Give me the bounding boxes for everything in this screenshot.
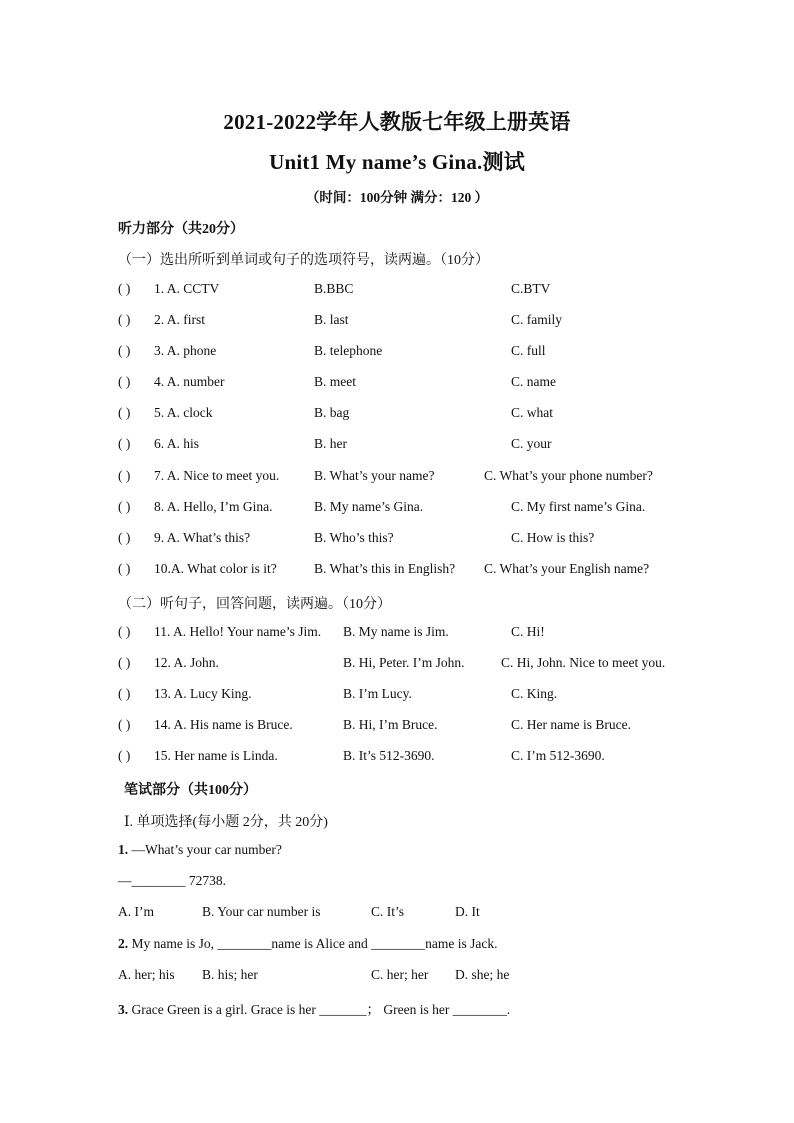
unit-title: Unit1 My name’s Gina.测试	[269, 150, 525, 174]
question-row	[118, 468, 698, 488]
option-b: B. her	[314, 436, 347, 451]
choice-b: B. Your car number is	[202, 904, 321, 919]
option-c: C. My first name’s Gina.	[511, 499, 646, 514]
option-b: B. bag	[314, 405, 350, 420]
answer-bracket: ( )	[118, 374, 131, 389]
option-a: 13. A. Lucy King.	[154, 686, 252, 701]
answer-bracket: ( )	[118, 748, 131, 763]
option-b: B. What’s your name?	[314, 468, 435, 483]
listening-part2-heading: （二）听句子，回答问题，读两遍。（10分）	[118, 597, 391, 612]
question-row	[118, 748, 698, 768]
option-a: 11. A. Hello! Your name’s Jim.	[154, 624, 322, 639]
question-number: 3.	[118, 1002, 129, 1017]
question-row	[118, 686, 698, 706]
option-b: B.BBC	[314, 281, 354, 296]
answer-bracket: ( )	[118, 405, 131, 420]
question-row	[118, 312, 698, 332]
option-b: B. last	[314, 312, 349, 327]
section1-heading: Ⅰ. 单项选择(每小题 2分，共 20分)	[124, 815, 328, 830]
answer-bracket: ( )	[118, 561, 131, 576]
answer-bracket: ( )	[118, 499, 131, 514]
choice-c: C. It’s	[371, 904, 405, 919]
question-row	[118, 561, 698, 581]
option-b: B. Who’s this?	[314, 530, 394, 545]
answer-bracket: ( )	[118, 655, 131, 670]
question-3	[118, 998, 510, 1018]
option-a: 8. A. Hello, I’m Gina.	[154, 499, 273, 514]
answer-bracket: ( )	[118, 686, 131, 701]
option-a: 5. A. clock	[154, 405, 213, 420]
choice-c: C. her; her	[371, 967, 429, 982]
question-2	[118, 936, 497, 952]
option-c: C. Her name is Bruce.	[511, 717, 631, 732]
choice-d: D. It	[455, 904, 480, 919]
option-b: B. Hi, Peter. I’m John.	[343, 655, 465, 670]
question-row	[118, 405, 698, 425]
question-row	[118, 343, 698, 363]
option-c: C.BTV	[511, 281, 551, 296]
question-text: —What’s your car number?	[128, 842, 282, 857]
question-number: 2.	[118, 936, 129, 951]
option-b: B. telephone	[314, 343, 383, 358]
writing-heading: 笔试部分（共100分）	[124, 783, 257, 798]
answer-bracket: ( )	[118, 312, 131, 327]
exam-meta: （时间：100分钟 满分：120 ）	[305, 190, 489, 205]
option-a: 15. Her name is Linda.	[154, 748, 278, 763]
choice-d: D. she; he	[455, 967, 510, 982]
option-c: C. family	[511, 312, 562, 327]
option-b: B. It’s 512-3690.	[343, 748, 435, 763]
option-a: 3. A. phone	[154, 343, 217, 358]
choice-a: A. her; his	[118, 967, 175, 982]
option-c: C. full	[511, 343, 546, 358]
option-a: 6. A. his	[154, 436, 200, 451]
option-a: 9. A. What’s this?	[154, 530, 251, 545]
option-b: B. Hi, I’m Bruce.	[343, 717, 438, 732]
option-c: C. What’s your phone number?	[484, 468, 653, 483]
question-row	[118, 624, 698, 644]
choice-b: B. his; her	[202, 967, 258, 982]
option-a: 14. A. His name is Bruce.	[154, 717, 293, 732]
question-row	[118, 281, 698, 301]
option-a: 12. A. John.	[154, 655, 219, 670]
option-c: C. name	[511, 374, 556, 389]
answer-bracket: ( )	[118, 530, 131, 545]
answer-bracket: ( )	[118, 281, 131, 296]
option-b: B. My name is Jim.	[343, 624, 449, 639]
question-1-response: —________ 72738.	[118, 873, 226, 888]
answer-bracket: ( )	[118, 717, 131, 732]
option-c: C. Hi!	[511, 624, 545, 639]
option-c: C. How is this?	[511, 530, 595, 545]
question-row	[118, 499, 698, 519]
option-c: C. your	[511, 436, 552, 451]
option-c: C. I’m 512-3690.	[511, 748, 605, 763]
question-number: 1.	[118, 842, 129, 857]
answer-bracket: ( )	[118, 343, 131, 358]
answer-bracket: ( )	[118, 624, 131, 639]
question-row	[118, 655, 698, 675]
answer-bracket: ( )	[118, 436, 131, 451]
question-1	[118, 842, 282, 858]
question-row	[118, 374, 698, 394]
option-b: B. What’s this in English?	[314, 561, 456, 576]
option-c: C. Hi, John. Nice to meet you.	[501, 655, 666, 670]
option-a: 2. A. first	[154, 312, 206, 327]
question-text: My name is Jo, ________name is Alice and ________name is Jack.	[128, 936, 498, 951]
question-row	[118, 717, 698, 737]
answer-bracket: ( )	[118, 468, 131, 483]
question-row	[118, 530, 698, 550]
option-a: 7. A. Nice to meet you.	[154, 468, 280, 483]
option-a: 1. A. CCTV	[154, 281, 220, 296]
option-b: B. meet	[314, 374, 356, 389]
option-b: B. I’m Lucy.	[343, 686, 412, 701]
option-c: C. what	[511, 405, 553, 420]
option-c: C. What’s your English name?	[484, 561, 650, 576]
choice-a: A. I’m	[118, 904, 154, 919]
listening-part1-heading: （一）选出所听到单词或句子的选项符号，读两遍。（10分）	[118, 253, 489, 268]
question-text: Grace Green is a girl. Grace is her _______； Green is her ________.	[128, 1002, 511, 1017]
option-c: C. King.	[511, 686, 558, 701]
option-a: 4. A. number	[154, 374, 225, 389]
question-row	[118, 436, 698, 456]
exam-title: 2021-2022学年人教版七年级上册英语	[223, 110, 571, 134]
option-a: 10.A. What color is it?	[154, 561, 277, 576]
option-b: B. My name’s Gina.	[314, 499, 424, 514]
listening-heading: 听力部分（共20分）	[118, 222, 244, 237]
